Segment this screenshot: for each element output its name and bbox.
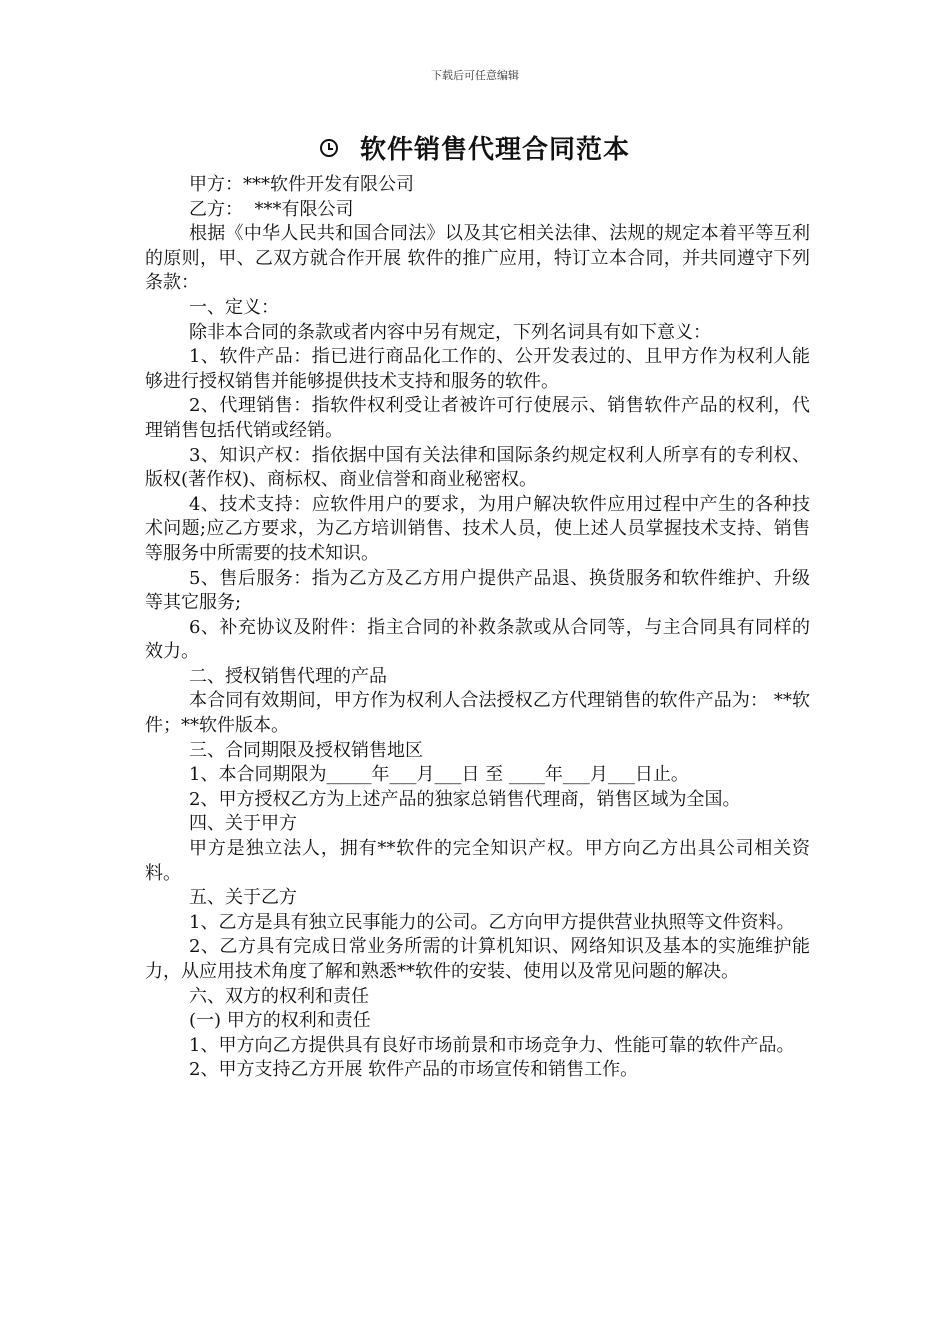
party-a-duty-item: 2、甲方支持乙方开展 软件产品的市场宣传和销售工作。 [189, 1059, 639, 1081]
party-a-duty-item: 1、甲方向乙方提供具有良好市场前景和市场竞争力、性能可靠的软件产品。 [189, 1034, 795, 1056]
paragraph: 甲方是独立法人，拥有**软件的完全知识产权。甲方向乙方出具公司相关资料。 [145, 838, 810, 884]
party-b-item: 1、乙方是具有独立民事能力的公司。乙方向甲方提供营业执照等文件资料。 [189, 911, 795, 933]
section-heading: 四、关于甲方 [189, 813, 297, 835]
section-heading: 三、合同期限及授权销售地区 [189, 739, 423, 761]
definition-item: 1、软件产品：指已进行商品化工作的、公开发表过的、且甲方作为权利人能够进行授权销售并能够提供技术支持和服务的软件。 [145, 346, 810, 392]
contract-body [145, 173, 810, 1083]
definition-item: 6、补充协议及附件：指主合同的补救条款或从合同等，与主合同具有同样的效力。 [145, 616, 810, 663]
section-heading: 六、双方的权利和责任 [189, 985, 369, 1007]
section-heading: 二、授权销售代理的产品 [189, 665, 387, 687]
clock-icon [320, 139, 338, 157]
subsection-heading: (一) 甲方的权利和责任 [189, 1010, 371, 1032]
paragraph: 本合同有效期间，甲方作为权利人合法授权乙方代理销售的软件产品为： **软件；**软件版本。 [145, 690, 810, 737]
definition-item: 3、知识产权：指依据中国有关法律和国际条约规定权利人所享有的专利权、版权(著作权)、商标权、商业信誉和商业秘密权。 [145, 444, 810, 491]
document-title: 软件销售代理合同范本 [359, 135, 630, 165]
term-item: 2、甲方授权乙方为上述产品的独家总销售代理商，销售区域为全国。 [189, 788, 741, 810]
header-note: 下载后可任意编辑 [431, 69, 519, 82]
party-b-line: 乙方： ***有限公司 [189, 198, 354, 220]
document-title-row [0, 132, 950, 168]
party-a-line: 甲方：***软件开发有限公司 [189, 174, 414, 195]
definition-item: 2、代理销售：指软件权利受让者被许可行使展示、销售软件产品的权利，代理销售包括代销或经销。 [145, 395, 810, 441]
paragraph: 除非本合同的条款或者内容中另有规定，下列名词具有如下意义： [189, 321, 711, 343]
definition-item: 4、技术支持：应软件用户的要求，为用户解决软件应用过程中产生的各种技术问题;应乙方要求，为乙方培训销售、技术人员，使上述人员掌握技术支持、销售等服务中所需要的技术知识。 [145, 493, 810, 564]
party-b-item: 2、乙方具有完成日常业务所需的计算机知识、网络知识及基本的实施维护能力，从应用技术角度了解和熟悉**软件的安装、使用以及常见问题的解决。 [145, 936, 810, 982]
term-item: 1、本合同期限为_____年___月___日 至 ____年___月___日止。 [189, 764, 689, 786]
definition-item: 5、售后服务：指为乙方及乙方用户提供产品退、换货服务和软件维护、升级等其它服务; [145, 567, 810, 614]
preamble-paragraph: 根据《中华人民共和国合同法》以及其它相关法律、法规的规定本着平等互利的原则，甲、乙双方就合作开展 软件的推广应用，特订立本合同，并共同遵守下列条款： [145, 223, 810, 294]
section-heading: 五、关于乙方 [189, 887, 297, 909]
section-heading: 一、定义： [189, 296, 279, 318]
